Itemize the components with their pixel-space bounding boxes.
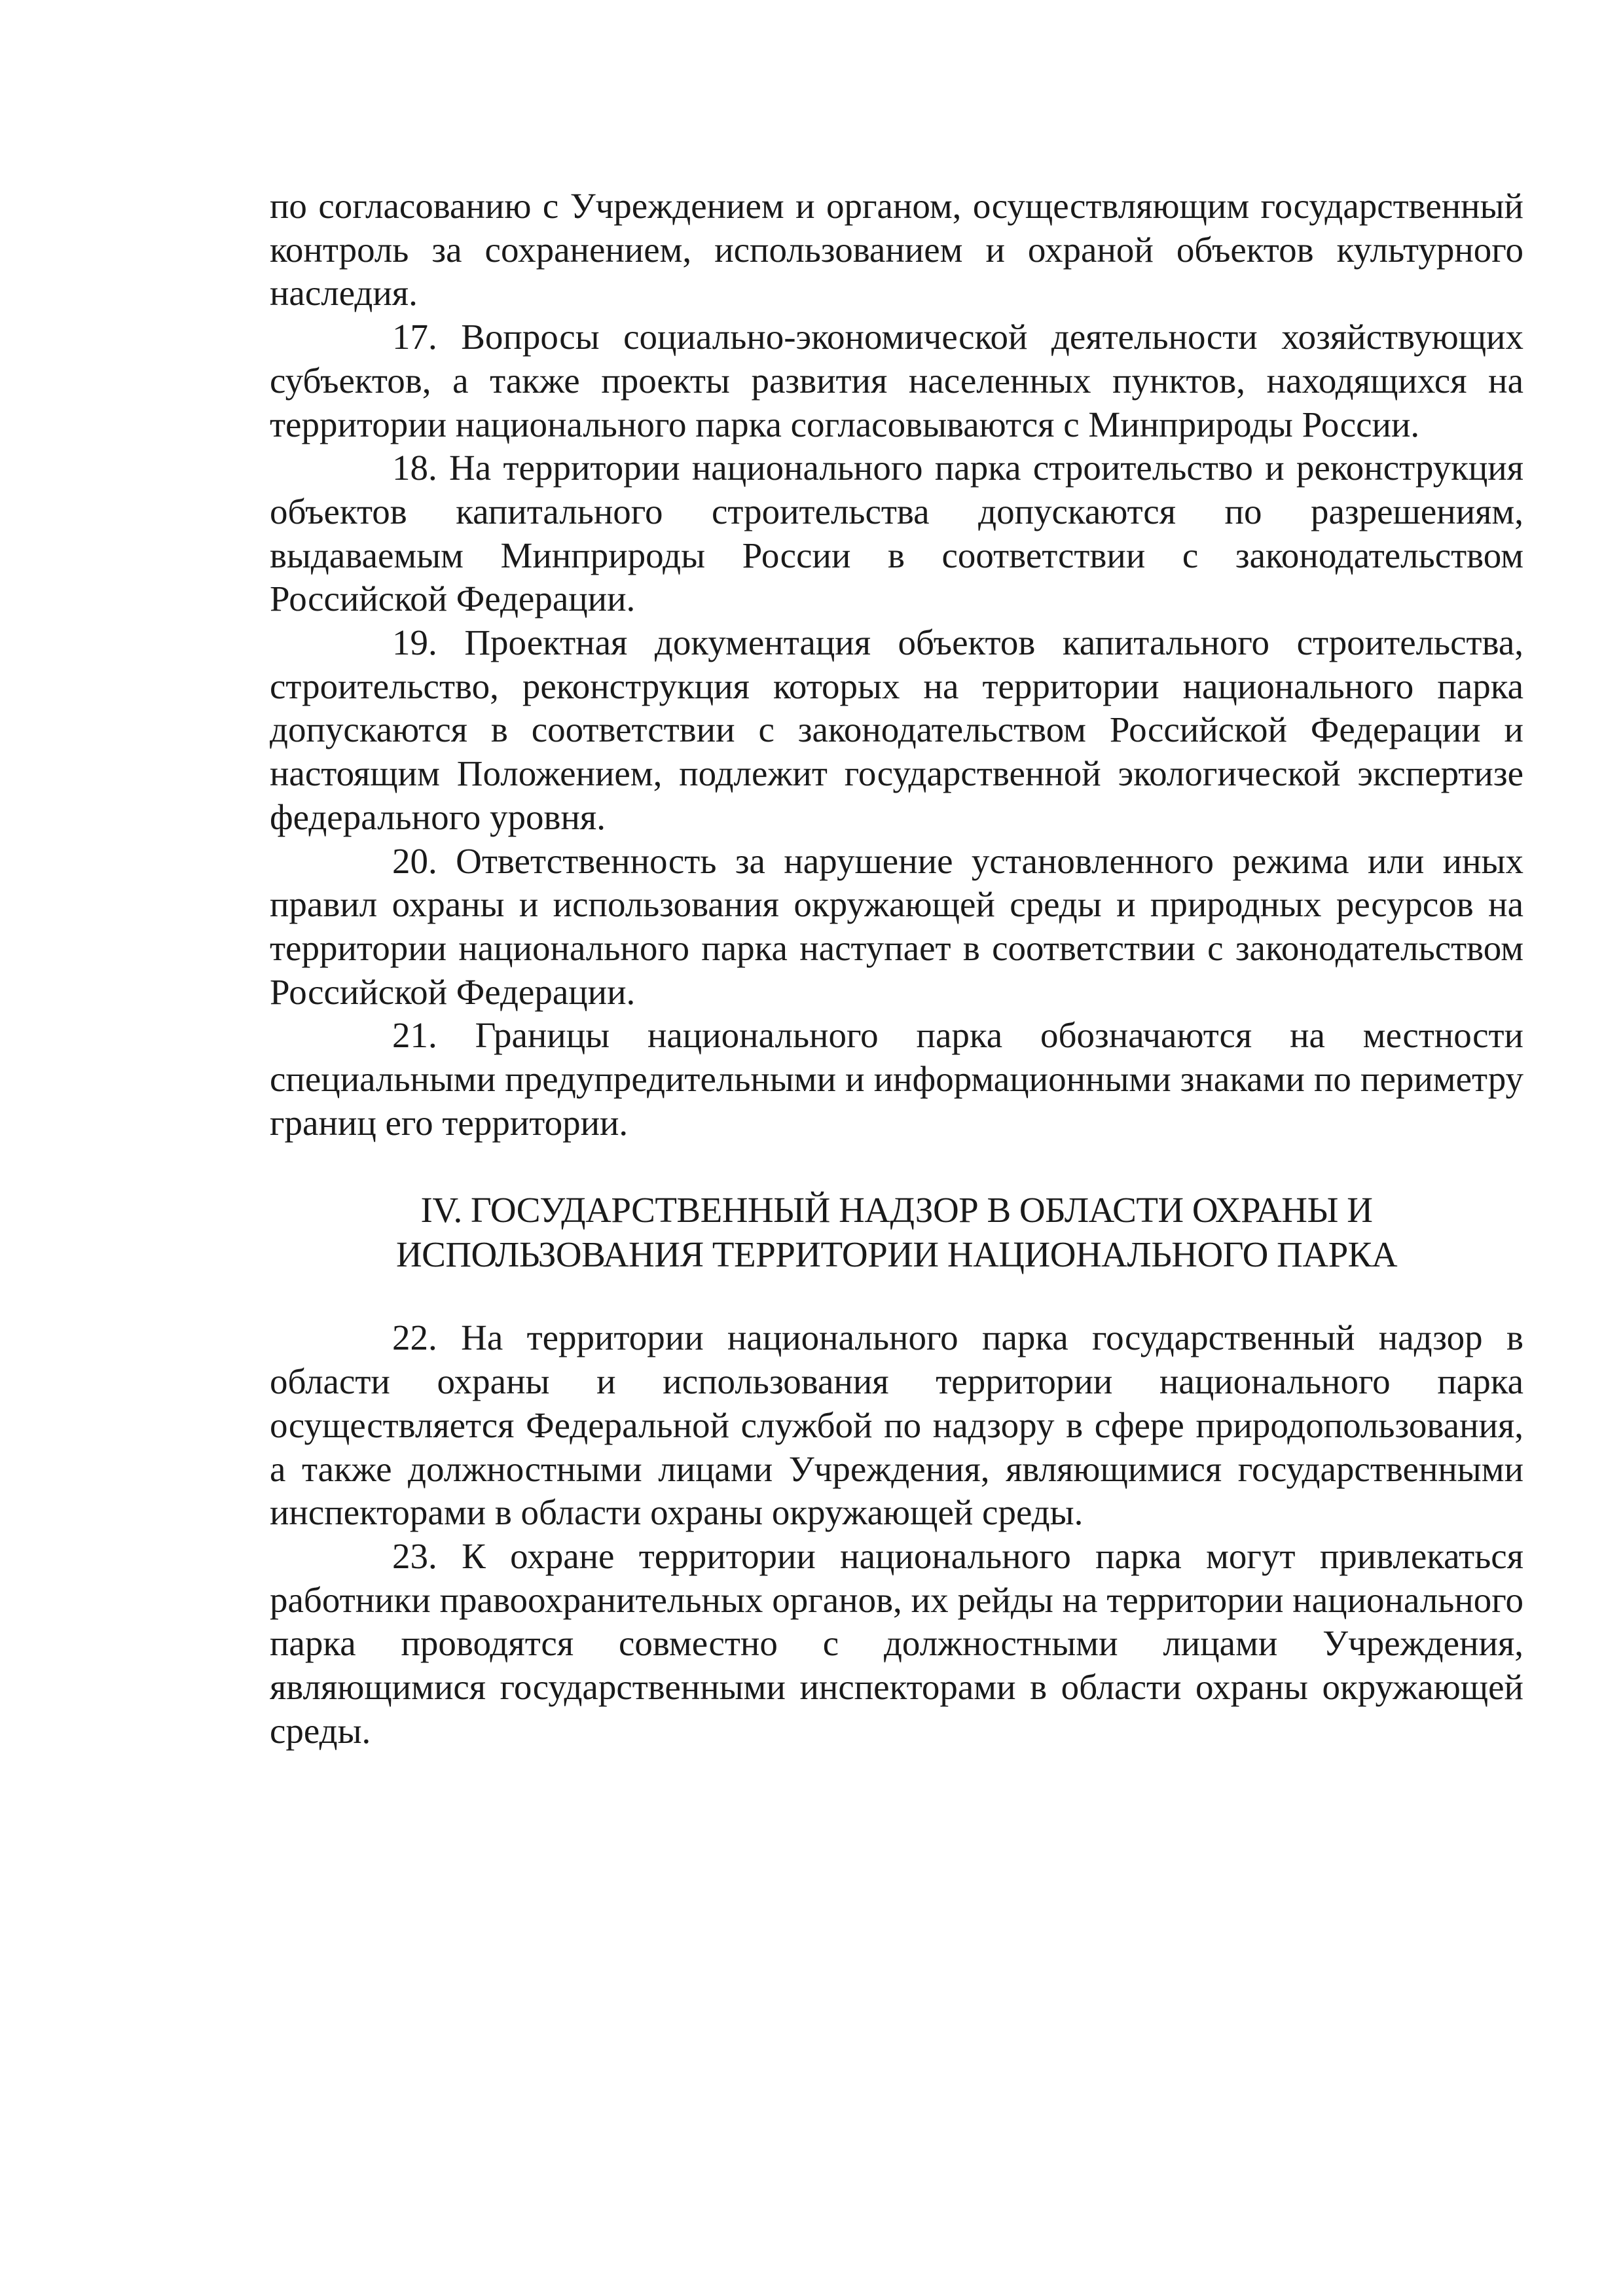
paragraph-19: 19. Проектная документация объектов капитального строительства, строительство, реконструкция которых на территории национального парка допускаются в соответствии с законодательством Российской Федерации и настоящим Положением, подлежит государственной экологической экспертизе федерального уровня. (270, 622, 1523, 837)
paragraph-16-continuation: по согласованию с Учреждением и органом, осуществляющим государственный контроль за сохранением, использованием и охраной объектов культурного наследия. (270, 186, 1523, 314)
section-heading-line-2: ИСПОЛЬЗОВАНИЯ ТЕРРИТОРИИ НАЦИОНАЛЬНОГО ПАРКА (395, 1234, 1398, 1275)
paragraph-17: 17. Вопросы социально-экономической деятельности хозяйствующих субъектов, а также проекты развития населенных пунктов, находящихся на территории национального парка согласовываются с Минприроды России. (270, 317, 1523, 444)
document-body (270, 185, 1523, 1753)
paragraph-18: 18. На территории национального парка строительство и реконструкция объектов капитального строительства допускаются по разрешениям, выдаваемым Минприроды России в соответствии с законодательством Российской Федерации. (270, 448, 1523, 619)
paragraph-21: 21. Границы национального парка обозначаются на местности специальными предупредительными и информационными знаками по периметру границ его территории. (270, 1015, 1523, 1143)
section-heading-line-1: IV. ГОСУДАРСТВЕННЫЙ НАДЗОР В ОБЛАСТИ ОХРАНЫ И (420, 1190, 1373, 1230)
paragraph-23: 23. К охране территории национального парка могут привлекаться работники правоохранительных органов, их рейды на территории национального парка проводятся совместно с должностными лицами Учреждения, являющимися государственными инспекторами в области охраны окружающей среды. (270, 1535, 1523, 1751)
paragraph-22: 22. На территории национального парка государственный надзор в области охраны и использования территории национального парка осуществляется Федеральной службой по надзору в сфере природопользования, а также должностными лицами Учреждения, являющимися государственными инспекторами в области охраны окружающей среды. (270, 1318, 1523, 1533)
paragraph-20: 20. Ответственность за нарушение установленного режима или иных правил охраны и использования окружающей среды и природных ресурсов на территории национального парка наступает в соответствии с законодательством Российской Федерации. (270, 840, 1523, 1012)
section-heading (270, 1188, 1523, 1277)
